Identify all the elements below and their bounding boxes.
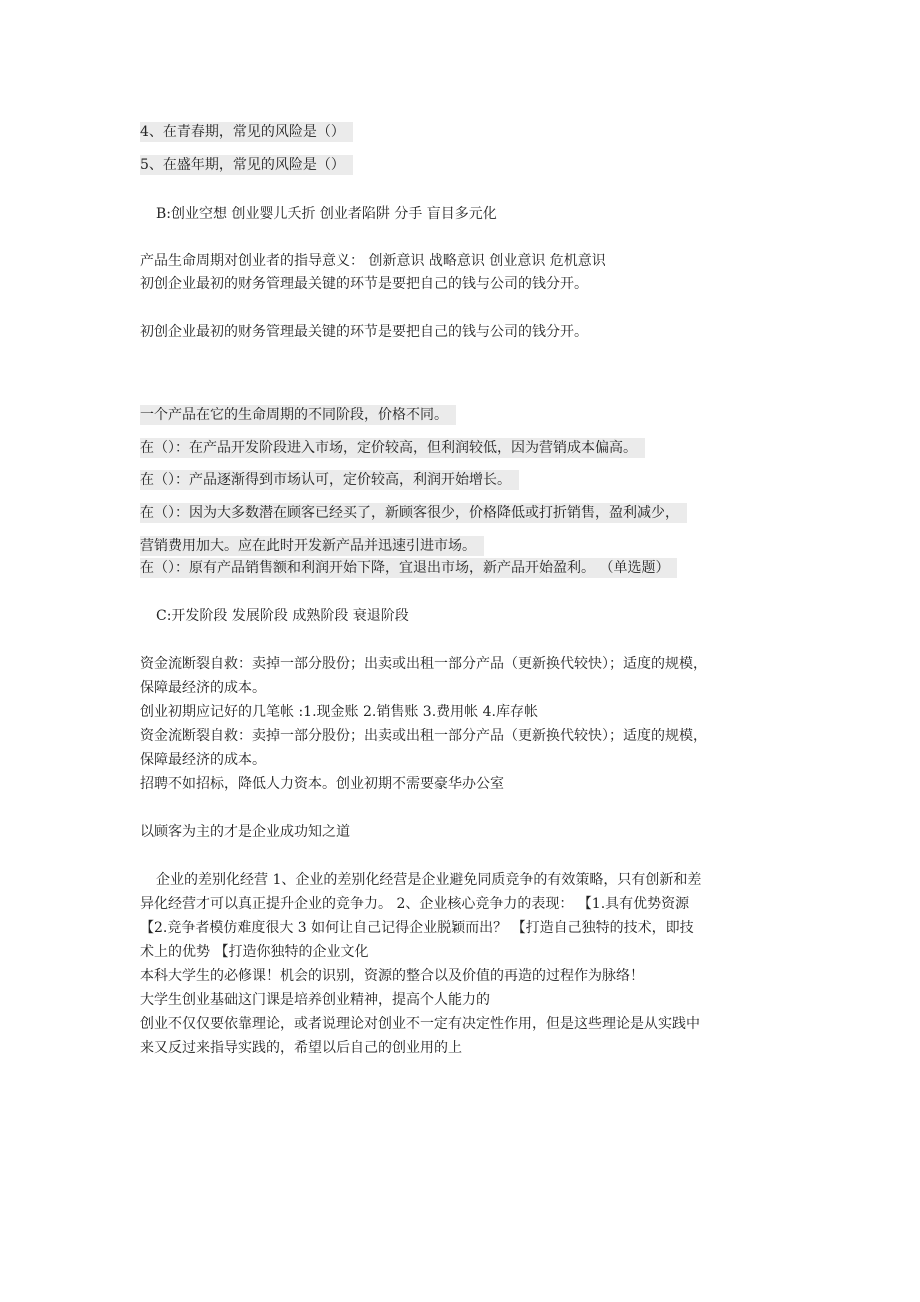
text-line: 初创企业最初的财务管理最关键的环节是要把自己的钱与公司的钱分开。 <box>140 276 588 292</box>
text-line: 资金流断裂自救：卖掉一部分股份；出卖或出租一部分产品（更新换代较快）；适度的规模， <box>140 656 707 672</box>
text-line: 保障最经济的成本。 <box>140 680 266 696</box>
text-line: 本科大学生的必修课！机会的识别，资源的整合以及价值的再造的过程作为脉络！ <box>140 968 644 984</box>
question-line: 4、在青春期，常见的风险是（） <box>140 122 353 142</box>
answer-line: C:开发阶段 发展阶段 成熟阶段 衰退阶段 <box>156 608 409 624</box>
text-line: 保障最经济的成本。 <box>140 752 266 768</box>
question-line: 在（）：原有产品销售额和利润开始下降，宜退出市场，新产品开始盈利。 （单选题） <box>140 558 677 578</box>
question-line: 5、在盛年期，常见的风险是（） <box>140 155 353 175</box>
question-line: 在（）：因为大多数潜在顾客已经买了，新顾客很少，价格降低或打折销售，盈利减少， <box>140 503 687 523</box>
text-line: 大学生创业基础这门课是培养创业精神，提高个人能力的 <box>140 992 490 1008</box>
text-line: 创业不仅仅要依靠理论，或者说理论对创业不一定有决定性作用，但是这些理论是从实践中 <box>140 1016 700 1032</box>
text-line: 异化经营才可以真正提升企业的竞争力。 2、企业核心竞争力的表现： 【1.具有优势资源 <box>140 896 690 912</box>
text-line: 创业初期应记好的几笔帐 :1.现金账 2.销售账 3.费用帐 4.库存帐 <box>140 704 538 720</box>
text-line: 来又反过来指导实践的，希望以后自己的创业用的上 <box>140 1040 462 1056</box>
question-line: 营销费用加大。应在此时开发新产品并迅速引进市场。 <box>140 536 484 556</box>
text-line: 企业的差别化经营 1、企业的差别化经营是企业避免同质竞争的有效策略，只有创新和差 <box>156 872 702 888</box>
text-line: 初创企业最初的财务管理最关键的环节是要把自己的钱与公司的钱分开。 <box>140 324 588 340</box>
text-line: 产品生命周期对创业者的指导意义： 创新意识 战略意识 创业意识 危机意识 <box>140 253 606 269</box>
text-line: 术上的优势 【打造你独特的企业文化 <box>140 944 369 960</box>
answer-line: B:创业空想 创业婴儿夭折 创业者陷阱 分手 盲目多元化 <box>156 206 497 222</box>
question-line: 在（）：在产品开发阶段进入市场，定价较高，但利润较低，因为营销成本偏高。 <box>140 438 645 458</box>
question-line: 一个产品在它的生命周期的不同阶段，价格不同。 <box>140 405 456 425</box>
text-line: 招聘不如招标，降低人力资本。创业初期不需要豪华办公室 <box>140 776 504 792</box>
text-line: 以顾客为主的才是企业成功知之道 <box>140 824 350 840</box>
text-line: 资金流断裂自救：卖掉一部分股份；出卖或出租一部分产品（更新换代较快）；适度的规模， <box>140 728 707 744</box>
question-line: 在（）：产品逐渐得到市场认可，定价较高，利润开始增长。 <box>140 470 519 490</box>
text-line: 【2.竞争者模仿难度很大 3 如何让自己记得企业脱颖而出？ 【打造自己独特的技术，即技 <box>140 920 694 936</box>
